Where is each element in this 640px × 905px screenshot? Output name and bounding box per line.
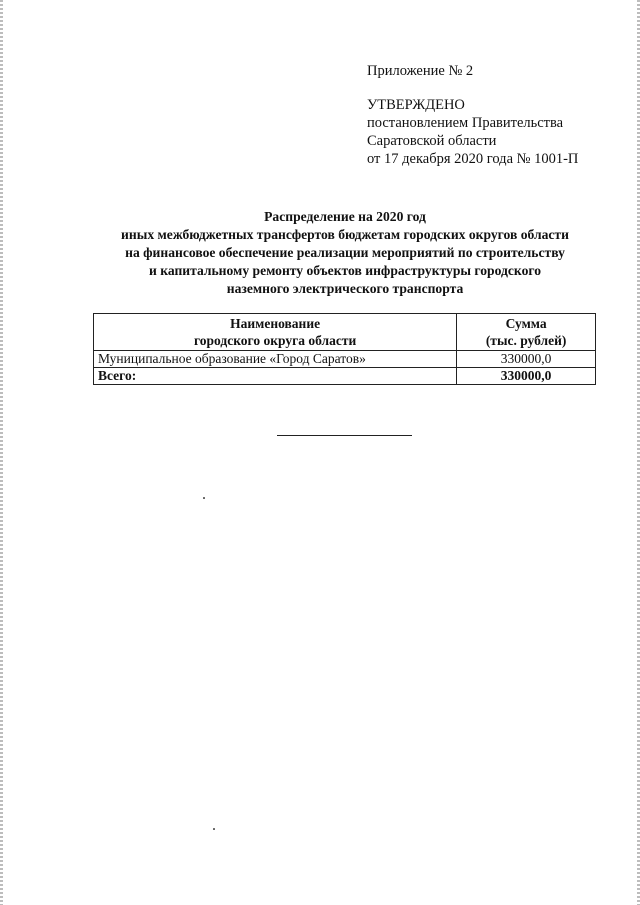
title-line-2: иных межбюджетных трансфертов бюджетам городских округов области <box>121 227 569 242</box>
approval-heading: УТВЕРЖДЕНО <box>367 97 465 113</box>
scan-speck <box>213 828 215 830</box>
end-separator-line <box>277 435 412 436</box>
header-sum-cell <box>457 314 596 351</box>
approval-stamp <box>367 96 578 168</box>
header-sum-line-2: (тыс. рублей) <box>485 333 567 348</box>
scan-edge-left <box>0 0 3 905</box>
approval-line-3: от 17 декабря 2020 года № 1001-П <box>367 151 579 167</box>
title-line-5: наземного электрического транспорта <box>226 281 464 296</box>
header-name-line-1: Наименование <box>230 316 321 331</box>
approval-line-1: постановлением Правительства <box>367 115 564 131</box>
header-sum-line-1: Сумма <box>505 316 547 331</box>
table-header-row <box>94 314 596 351</box>
appendix-label: Приложение № 2 <box>367 63 474 79</box>
header-name-line-2: городского округа области <box>193 333 357 348</box>
table-row <box>94 351 596 368</box>
scan-speck <box>203 497 205 499</box>
title-line-1: Распределение на 2020 год <box>264 209 426 224</box>
header-name-cell <box>94 314 457 351</box>
table-total-row <box>94 368 596 385</box>
title-line-3: на финансовое обеспечение реализации мероприятий по строительству <box>125 245 565 260</box>
document-title <box>70 208 620 298</box>
row-sum-cell: 330000,0 <box>457 351 596 368</box>
total-sum-cell: 330000,0 <box>457 368 596 385</box>
title-line-4: и капитальному ремонту объектов инфраструктуры городского <box>148 263 542 278</box>
approval-line-2: Саратовской области <box>367 133 497 149</box>
row-name-cell: Муниципальное образование «Город Саратов» <box>94 351 457 368</box>
total-label-cell: Всего: <box>94 368 457 385</box>
distribution-table <box>93 313 596 385</box>
